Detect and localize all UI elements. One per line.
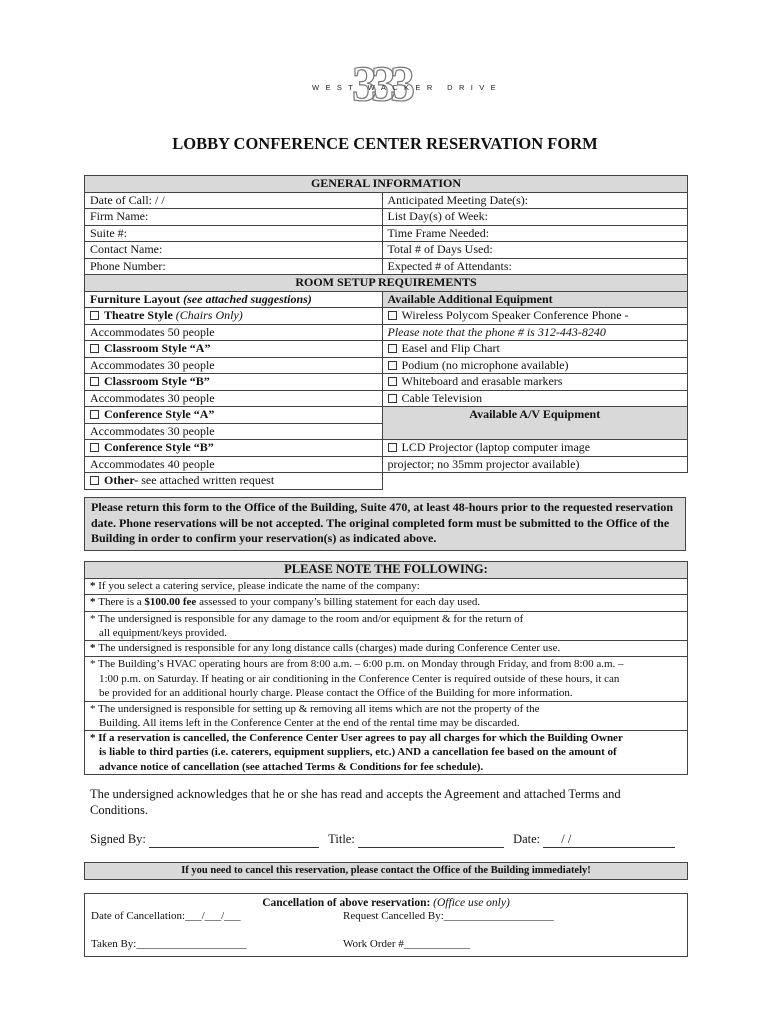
taken-by-field[interactable]: Taken By:____________________ [91,938,247,950]
acknowledgement-text: The undersigned acknowledges that he or she has read and accepts the Agreement and attached Terms and Conditions. [90,787,621,817]
signed-by-line[interactable] [149,832,319,848]
general-info-header: GENERAL INFORMATION [85,176,688,193]
meeting-dates-field[interactable]: Anticipated Meeting Date(s): [382,192,687,209]
empty-cell [382,473,687,490]
furniture-layout-heading: Furniture Layout (see attached suggestions) [85,291,383,308]
please-note-header: PLEASE NOTE THE FOLLOWING: [85,562,688,579]
office-use-box [84,893,688,957]
polycom-phone-option[interactable]: Wireless Polycom Speaker Conference Phone - [382,308,687,325]
form-title: LOBBY CONFERENCE CENTER RESERVATION FORM [172,134,598,153]
classroom-b-option[interactable]: Classroom Style “B” [85,374,383,391]
date-line[interactable]: / / [543,832,675,848]
note-damage: * The undersigned is responsible for any damage to the room and/or equipment & for the return of all equipment/keys provided. [85,611,688,640]
checkbox-icon[interactable] [90,443,99,452]
cable-tv-option[interactable]: Cable Television [382,390,687,407]
signed-by-label: Signed By: [90,832,146,846]
note-hvac: * The Building’s HVAC operating hours are from 8:00 a.m. – 6:00 p.m. on Monday through Friday, and from 8:00 a.m. – 1:00 p.m. on Saturday. If heating or air conditioning in the Conference Center is required outside of these hours, it can be provided for an additional hourly charge. Please contact the Office of the Building for more information. [85,657,688,702]
request-cancelled-by-field[interactable]: Request Cancelled By:____________________ [343,910,554,922]
phone-number-field[interactable]: Phone Number: [85,258,383,275]
title-label: Title: [328,832,355,846]
date-of-cancellation-field[interactable]: Date of Cancellation:___/___/___ [91,910,241,922]
whiteboard-option[interactable]: Whiteboard and erasable markers [382,374,687,391]
attendants-field[interactable]: Expected # of Attendants: [382,258,687,275]
checkbox-icon[interactable] [388,443,397,452]
checkbox-icon[interactable] [388,361,397,370]
theatre-style-option[interactable]: Theatre Style (Chairs Only) [85,308,383,325]
signature-row [90,832,690,848]
conference-b-capacity: Accommodates 40 people [85,456,383,473]
other-option[interactable]: Other- see attached written request [85,473,383,490]
classroom-b-capacity: Accommodates 30 people [85,390,383,407]
office-title: Cancellation of above reservation: (Office use only) [262,897,510,909]
note-cancellation: * If a reservation is cancelled, the Conference Center User agrees to pay all charges for which the Building Owner is liable to third parties (i.e. caterers, equipment suppliers, etc.) AND a cancellation fee based on the amount of advance notice of cancellation (see attached Terms & Conditions for fee schedule). [85,730,688,775]
logo-text: WEST WACKER DRIVE [312,83,503,92]
note-fee: * There is a $100.00 fee assessed to your company’s billing statement for each day used. [85,595,688,612]
lcd-projector-note: projector; no 35mm projector available) [382,456,687,473]
checkbox-icon[interactable] [90,344,99,353]
cancel-notice-bar: If you need to cancel this reservation, please contact the Office of the Building immediately! [84,862,688,880]
note-long-distance: * The undersigned is responsible for any long distance calls (charges) made during Conference Center use. [85,640,688,657]
av-equipment-heading: Available A/V Equipment [382,407,687,440]
checkbox-icon[interactable] [90,410,99,419]
please-note-table [84,561,688,775]
suite-field[interactable]: Suite #: [85,225,383,242]
lcd-projector-option[interactable]: LCD Projector (laptop computer image [382,440,687,457]
firm-name-field[interactable]: Firm Name: [85,209,383,226]
checkbox-icon[interactable] [388,311,397,320]
checkbox-icon[interactable] [90,476,99,485]
building-logo [312,55,503,111]
reservation-table [84,175,688,490]
conference-a-option[interactable]: Conference Style “A” [85,407,383,424]
checkbox-icon[interactable] [90,311,99,320]
note-catering: * If you select a catering service, please indicate the name of the company: [85,578,688,595]
date-of-call-field[interactable]: Date of Call: / / [85,192,383,209]
equipment-heading: Available Additional Equipment [382,291,687,308]
classroom-a-capacity: Accommodates 30 people [85,357,383,374]
easel-option[interactable]: Easel and Flip Chart [382,341,687,358]
room-setup-header: ROOM SETUP REQUIREMENTS [85,275,688,292]
checkbox-icon[interactable] [388,344,397,353]
work-order-field[interactable]: Work Order #____________ [343,938,470,950]
title-line[interactable] [358,832,504,848]
note-setup: * The undersigned is responsible for setting up & removing all items which are not the property of the Building. All items left in the Conference Center at the end of the rental time may be discarded. [85,701,688,730]
conference-b-option[interactable]: Conference Style “B” [85,440,383,457]
logo-number: 333 [352,55,409,111]
checkbox-icon[interactable] [388,377,397,386]
days-of-week-field[interactable]: List Day(s) of Week: [382,209,687,226]
conference-a-capacity: Accommodates 30 people [85,423,383,440]
time-frame-field[interactable]: Time Frame Needed: [382,225,687,242]
total-days-field[interactable]: Total # of Days Used: [382,242,687,259]
checkbox-icon[interactable] [388,394,397,403]
phone-number-note: Please note that the phone # is 312-443-8240 [382,324,687,341]
podium-option[interactable]: Podium (no microphone available) [382,357,687,374]
checkbox-icon[interactable] [90,377,99,386]
return-form-notice: Please return this form to the Office of the Building, Suite 470, at least 48-hours prior to the requested reservation date. Phone reservations will be not accepted. The original completed form must be submitted to the Office of the Building in order to confirm your reservation(s) as indicated above. [84,497,686,551]
theatre-capacity: Accommodates 50 people [85,324,383,341]
contact-name-field[interactable]: Contact Name: [85,242,383,259]
classroom-a-option[interactable]: Classroom Style “A” [85,341,383,358]
date-label: Date: [513,832,541,846]
